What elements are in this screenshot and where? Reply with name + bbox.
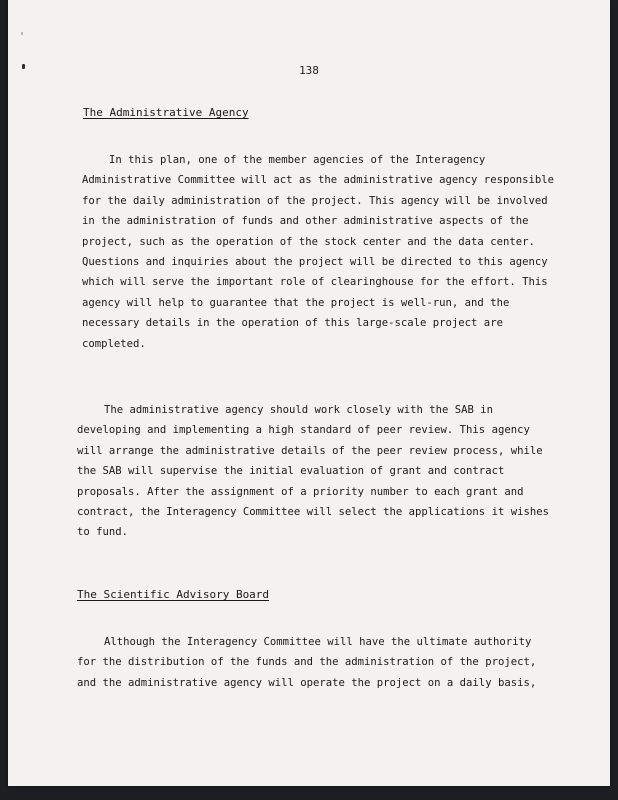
paragraph-line: will arrange the administrative details of the peer review process, while bbox=[77, 444, 543, 457]
paragraph-line: and the administrative agency will operate the project on a daily basis, bbox=[77, 676, 537, 689]
document-page bbox=[8, 0, 610, 786]
paragraph-line: completed. bbox=[82, 337, 146, 350]
paragraph-line: Questions and inquiries about the project will be directed to this agency bbox=[82, 256, 548, 269]
paragraph-line: contract, the Interagency Committee will select the applications it wishes bbox=[77, 506, 549, 519]
paragraph-line: In this plan, one of the member agencies of the Interagency bbox=[109, 154, 486, 166]
scan-speck bbox=[21, 32, 23, 35]
section-heading: The Scientific Advisory Board bbox=[77, 588, 270, 601]
paragraph-line: agency will help to guarantee that the project is well-run, and the bbox=[82, 296, 510, 309]
paragraph-line: developing and implementing a high standard of peer review. This agency bbox=[77, 424, 530, 437]
section-heading: The Administrative Agency bbox=[83, 106, 249, 119]
paragraph-line: for the distribution of the funds and the administration of the project, bbox=[77, 656, 537, 669]
paragraph-line: for the daily administration of the project. This agency will be involved bbox=[82, 194, 548, 207]
paragraph-line: the SAB will supervise the initial evaluation of grant and contract bbox=[77, 465, 505, 478]
paragraph-line: Although the Interagency Committee will have the ultimate authority bbox=[104, 636, 532, 648]
paragraph-line: which will serve the important role of clearinghouse for the effort. This bbox=[82, 276, 548, 289]
paragraph bbox=[77, 400, 549, 543]
paragraph bbox=[77, 632, 536, 693]
paragraph-line: Administrative Committee will act as the administrative agency responsible bbox=[82, 174, 554, 187]
paragraph-line: in the administration of funds and other administrative aspects of the bbox=[82, 215, 529, 228]
paragraph bbox=[82, 150, 554, 354]
page-number: 138 bbox=[299, 64, 319, 77]
paragraph-line: proposals. After the assignment of a priority number to each grant and bbox=[77, 485, 524, 498]
paragraph-line: The administrative agency should work closely with the SAB in bbox=[104, 404, 494, 416]
paragraph-line: necessary details in the operation of this large-scale project are bbox=[82, 317, 503, 330]
paragraph-line: project, such as the operation of the stock center and the data center. bbox=[82, 235, 535, 248]
paragraph-line: to fund. bbox=[77, 526, 129, 539]
